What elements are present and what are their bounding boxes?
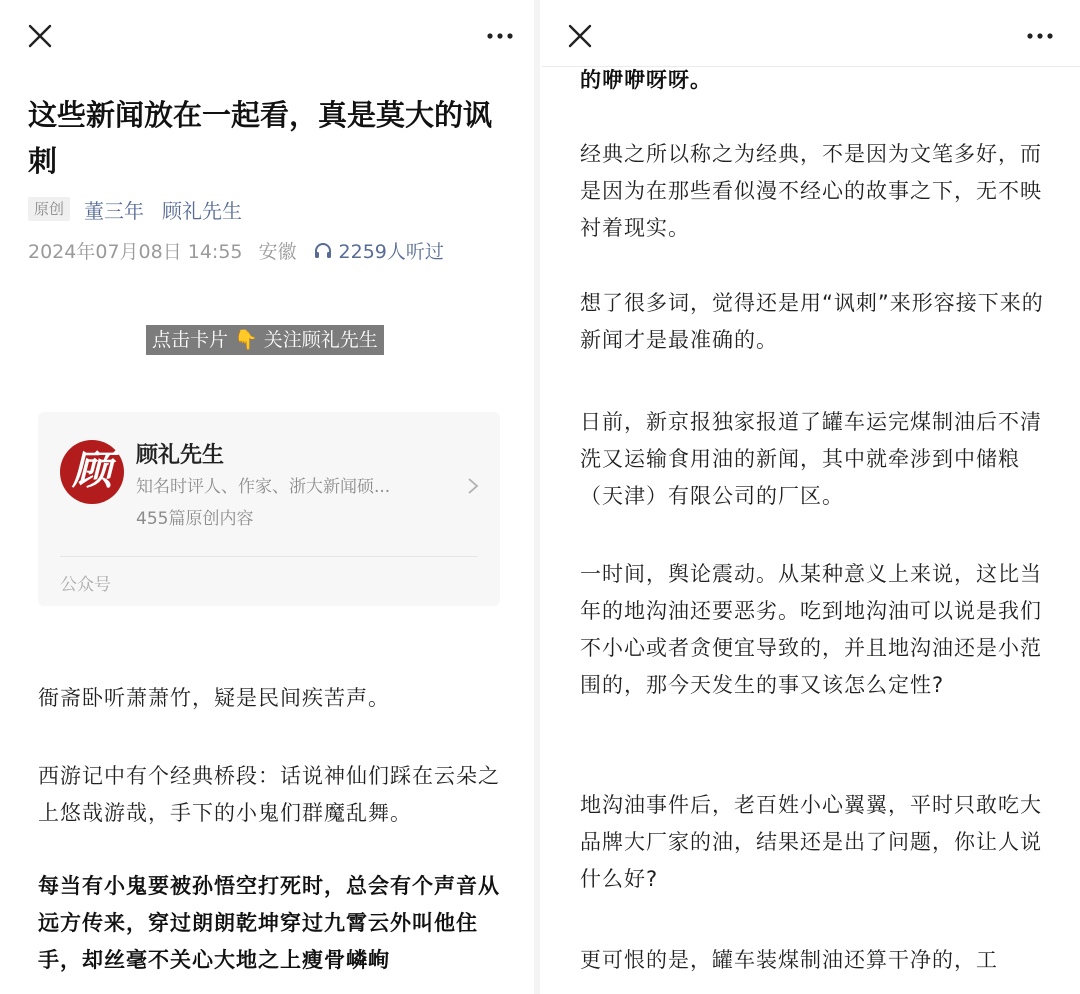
account-card-name: 顾礼先生 [136,443,225,468]
publish-location: 安徽 [258,241,297,263]
article-paragraph-bold: 每当有小鬼要被孙悟空打死时，总会有个声音从远方传来，穿过朗朗乾坤穿过九霄云外叫他住手，却丝毫不关心大地之上瘦骨嶙峋 [38,874,500,972]
more-icon[interactable] [1018,14,1062,58]
right-article-view [542,0,1080,994]
account-card-article-count: 455篇原创内容 [136,509,254,529]
chevron-right-icon [466,476,480,500]
listen-count: 2259人听过 [338,241,444,263]
follow-tip-banner: 点击卡片 👇 关注顾礼先生 [146,325,384,355]
article-title: 这些新闻放在一起看，真是莫大的讽刺 [28,98,493,178]
article-paragraph: 日前，新京报独家报道了罐车运完煤制油后不清洗又运输食用油的新闻，其中就牵涉到中储粮（天津）有限公司的厂区。 [580,410,1042,508]
article-meta-info [28,237,444,264]
panel-divider [534,0,540,994]
article-paragraph: 经典之所以称之为经典，不是因为文笔多好，而是因为在那些看似漫不经心的故事之下，无不映衬着现实。 [580,142,1042,240]
original-badge: 原创 [28,197,70,221]
left-article-view [0,0,532,994]
article-paragraph: 衙斋卧听萧萧竹，疑是民间疾苦声。 [38,686,390,710]
close-icon[interactable] [558,14,602,58]
author-link[interactable]: 董三年 [84,198,145,223]
headphones-icon [313,241,333,261]
article-paragraph: 一时间，舆论震动。从某种意义上来说，这比当年的地沟油还要恶劣。吃到地沟油可以说是我们不小心或者贪便宜导致的，并且地沟油还是小范围的，那今天发生的事又该怎么定性? [580,562,1042,697]
account-card-description: 知名时评人、作家、浙大新闻硕... [136,477,391,497]
article-paragraph-bold: 的咿咿呀呀。 [580,68,712,92]
close-icon[interactable] [18,14,62,58]
more-icon[interactable] [478,14,522,58]
account-link[interactable]: 顾礼先生 [162,198,243,223]
account-card-type: 公众号 [60,575,111,595]
divider [60,556,478,557]
listen-button[interactable] [313,237,444,264]
publish-date: 2024年07月08日 14:55 [28,241,243,263]
article-meta-authors [28,194,260,224]
account-card[interactable] [38,412,500,606]
avatar: 顾 [60,440,124,504]
article-paragraph: 西游记中有个经典桥段：话说神仙们踩在云朵之上悠哉游哉，手下的小鬼们群魔乱舞。 [38,764,500,825]
article-paragraph: 更可恨的是，罐车装煤制油还算干净的，工 [580,948,998,972]
article-paragraph: 想了很多词，觉得还是用“讽刺”来形容接下来的新闻才是最准确的。 [580,291,1044,352]
article-paragraph: 地沟油事件后，老百姓小心翼翼，平时只敢吃大品牌大厂家的油，结果还是出了问题，你让人说什么好? [580,793,1042,891]
